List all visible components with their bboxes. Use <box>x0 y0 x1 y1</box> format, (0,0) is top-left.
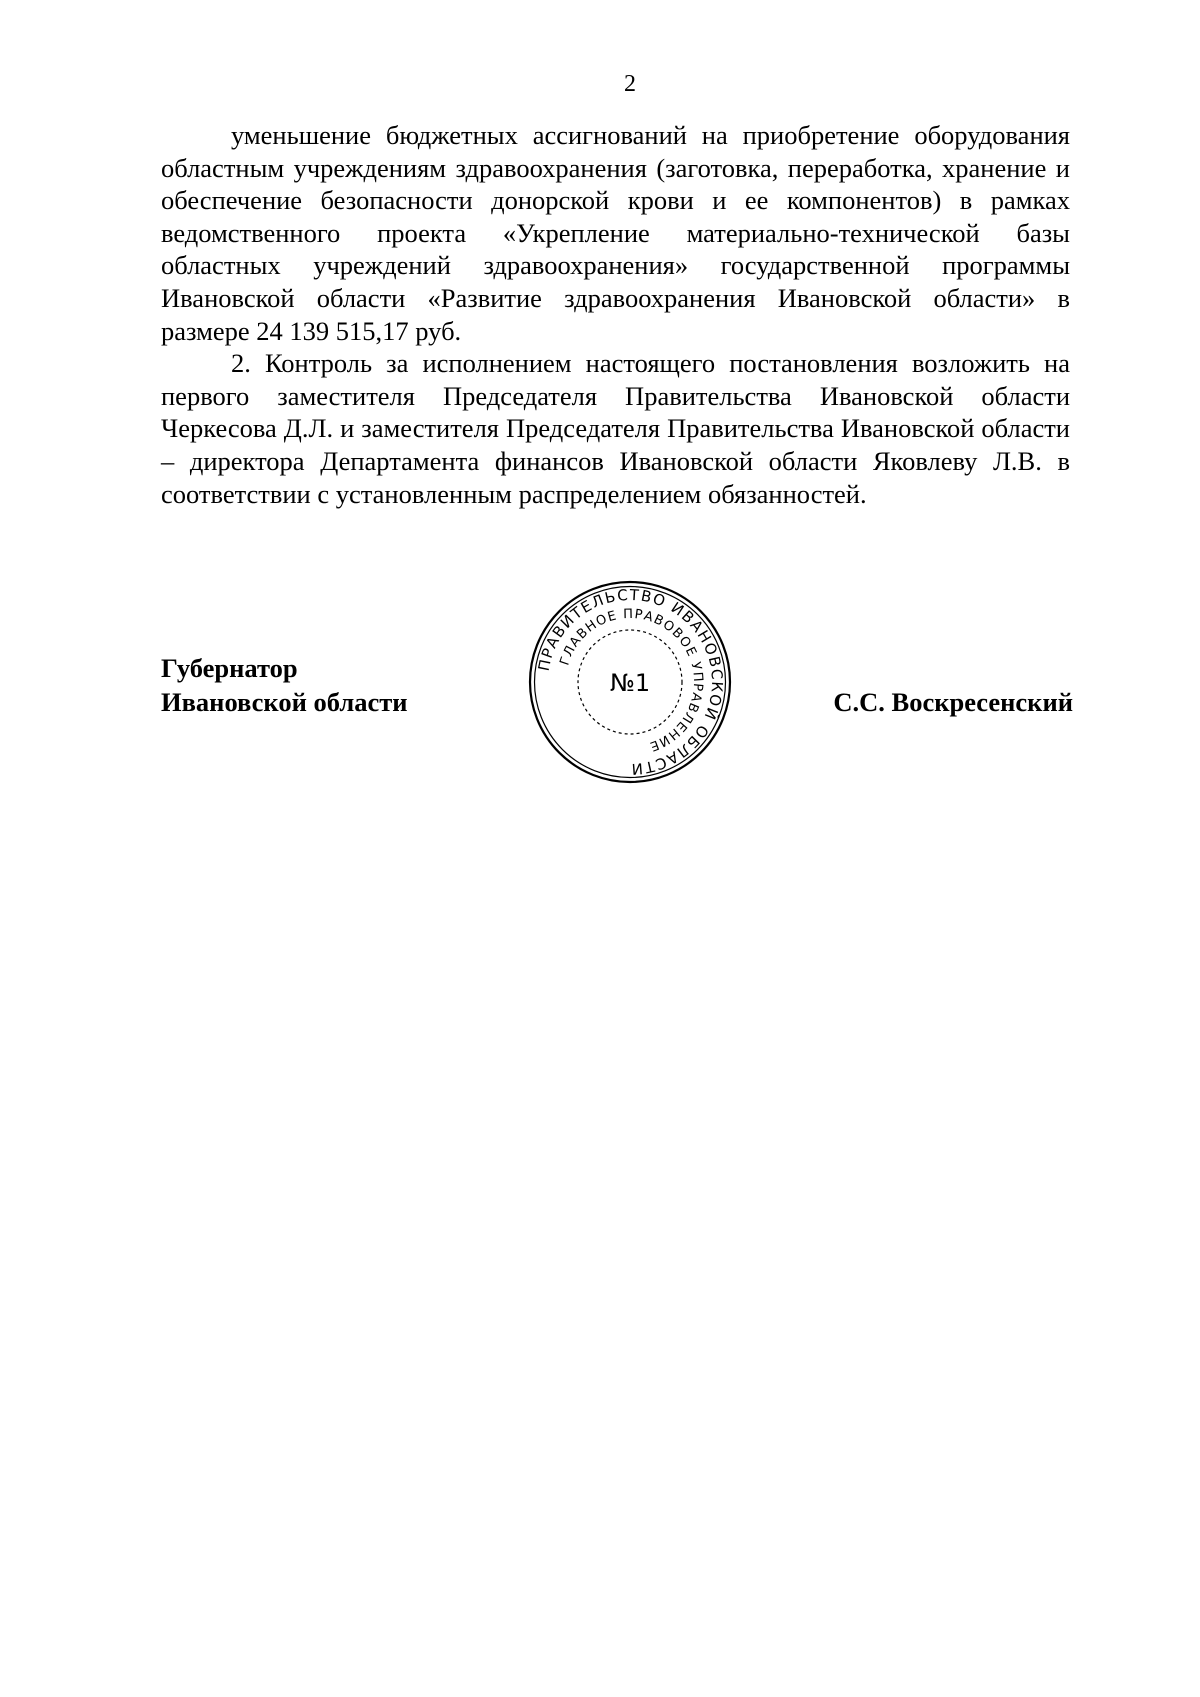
stamp-number: №1 <box>609 669 651 697</box>
official-stamp <box>525 577 735 787</box>
signatory-title-line2: Ивановской области <box>161 687 408 717</box>
stamp-inner-text: ГЛАВНОЕ ПРАВОВОЕ УПРАВЛЕНИЕ <box>557 606 706 754</box>
document-body <box>161 119 1070 510</box>
signatory-title-line1: Губернатор <box>161 653 298 683</box>
signatory-name: С.С. Воскресенский <box>833 687 1073 717</box>
stamp-outer-text: ПРАВИТЕЛЬСТВО ИВАНОВСКОЙ ОБЛАСТИ <box>534 585 727 779</box>
page-number: 2 <box>624 71 636 97</box>
signatory-title <box>161 651 408 719</box>
paragraph-budget-reduction: уменьшение бюджетных ассигнований на приобретение оборудования областным учреждениям здравоохранения (заготовка, переработка, хранение и обеспечение безопасности донорской крови и ее компонентов) в рамках ведомственного проекта «Укрепление материально-технической базы областных учреждений здравоохранения» государственной программы Ивановской области «Развитие здравоохранения Ивановской области» в размере 24 139 515,17 руб. <box>161 120 1070 346</box>
paragraph-control-assignment: 2. Контроль за исполнением настоящего постановления возложить на первого заместителя Председателя Правительства Ивановской области Черкесова Д.Л. и заместителя Председателя Правительства Ивановской области – директора Департамента финансов Ивановской области Яковлеву Л.В. в соответствии с установленным распределением обязанностей. <box>161 348 1070 509</box>
